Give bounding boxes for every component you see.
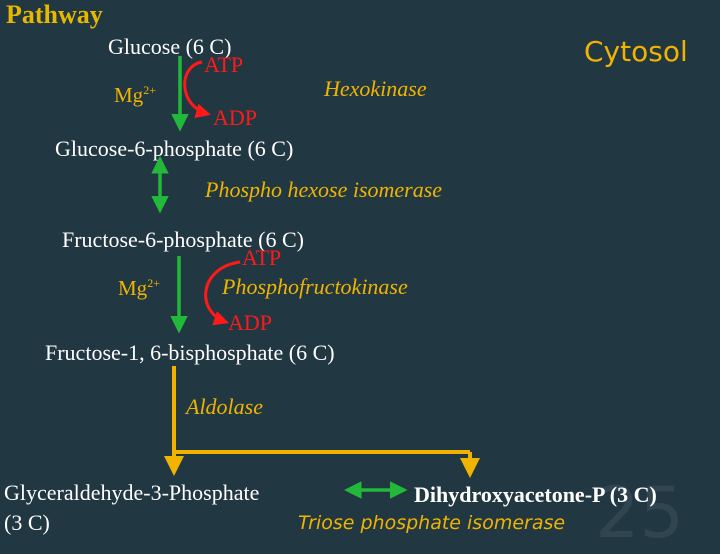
hexokinase-label: Hexokinase bbox=[324, 76, 427, 101]
adp-label-2: ADP bbox=[228, 310, 273, 335]
triose-phosphate-isomerase-label: Triose phosphate isomerase bbox=[298, 512, 566, 534]
glyceraldehyde-3-phosphate-label: Glyceraldehyde-3-Phosphate bbox=[4, 480, 260, 505]
aldolase-label: Aldolase bbox=[186, 394, 263, 419]
fructose-1-6-bisphosphate-label: Fructose-1, 6-bisphosphate (6 C) bbox=[45, 340, 335, 365]
dihydroxyacetone-phosphate-label: Dihydroxyacetone-P (3 C) bbox=[414, 482, 657, 507]
aldolase-bracket bbox=[174, 366, 470, 474]
mg-cofactor-2: $Mg^{2+}$ bbox=[118, 276, 160, 300]
glucose-6-phosphate-label: Glucose-6-phosphate (6 C) bbox=[55, 136, 294, 161]
glucose-label: Glucose (6 C) bbox=[108, 34, 232, 59]
phosphofructokinase-arrow bbox=[179, 256, 240, 330]
fructose-6-phosphate-label: Fructose-6-phosphate (6 C) bbox=[62, 227, 304, 252]
atp-label-2: ATP bbox=[242, 245, 282, 270]
adp-label-1: ADP bbox=[213, 105, 258, 130]
phosphohexose-isomerase-label: Phospho hexose isomerase bbox=[205, 177, 443, 202]
slide-title: Pathway bbox=[6, 0, 103, 29]
location-label: Cytosol bbox=[584, 35, 688, 68]
slide-number: 25 bbox=[595, 472, 685, 554]
phosphofructokinase-label: Phosphofructokinase bbox=[222, 274, 408, 299]
mg-cofactor-1: $Mg^{2+}$ bbox=[114, 83, 156, 107]
hexokinase-arrow bbox=[180, 56, 208, 128]
atp-label-1: ATP bbox=[204, 52, 244, 77]
carbon-count-note: (3 C) bbox=[4, 510, 50, 535]
